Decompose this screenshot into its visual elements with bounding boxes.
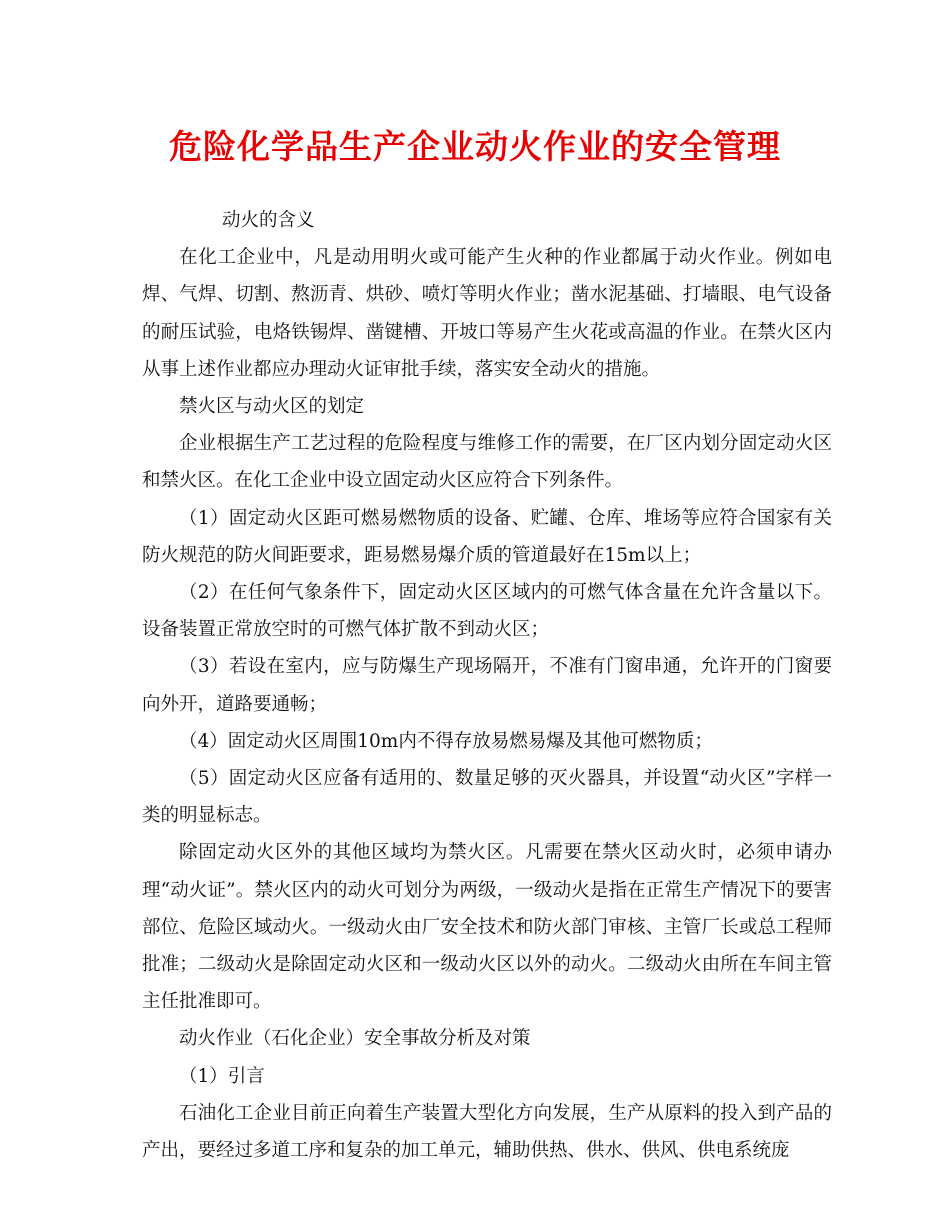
section-heading-definition: 动火的含义 [222,210,315,231]
paragraph-definition: 在化工企业中，凡是动用明火或可能产生火种的作业都属于动火作业。例如电焊、气焊、切割、熬沥青、烘砂、喷灯等明火作业；凿水泥基础、打墙眼、电气设备的耐压试验，电烙铁锡焊、凿键槽、开坡口等易产生火花或高温的作业。在禁火区内从事上述作业都应办理动火证审批手续，落实安全动火的措施。 [142,247,832,380]
document-body [142,202,832,1169]
list-item-5: （5）固定动火区应备有适用的、数量足够的灭火器具，并设置“动火区”字样一类的明显标志。 [142,768,832,827]
paragraph-zones: 企业根据生产工艺过程的危险程度与维修工作的需要，在厂区内划分固定动火区和禁火区。在化工企业中设立固定动火区应符合下列条件。 [142,433,832,492]
list-item-1: （1）固定动火区距可燃易燃物质的设备、贮罐、仓库、堆场等应符合国家有关防火规范的防火间距要求，距易燃易爆介质的管道最好在15m以上； [142,507,832,566]
paragraph-fire-zone-levels: 除固定动火区外的其他区域均为禁火区。凡需要在禁火区动火时，必须申请办理“动火证”。禁火区内的动火可划分为两级，一级动火是指在正常生产情况下的要害部位、危险区域动火。一级动火由厂安全技术和防火部门审核、主管厂长或总工程师批准；二级动火是除固定动火区和一级动火区以外的动火。二级动火由所在车间主管主任批准即可。 [142,842,832,1013]
subsection-heading-introduction: （1）引言 [179,1065,265,1087]
section-heading-accident-analysis: 动火作业（石化企业）安全事故分析及对策 [179,1028,531,1050]
document-title: 危险化学品生产企业动火作业的安全管理 [169,127,781,166]
paragraph-introduction: 石油化工企业目前正向着生产装置大型化方向发展，生产从原料的投入到产品的产出，要经过多道工序和复杂的加工单元，辅助供热、供水、供风、供电系统庞 [142,1102,832,1162]
list-item-2: （2）在任何气象条件下，固定动火区区域内的可燃气体含量在允许含量以下。设备装置正常放空时的可燃气体扩散不到动火区； [142,582,832,641]
section-heading-zones: 禁火区与动火区的划定 [179,396,365,418]
list-item-4: （4）固定动火区周围10m内不得存放易燃易爆及其他可燃物质； [179,730,713,752]
list-item-3: （3）若设在室内，应与防爆生产现场隔开，不准有门窗串通，允许开的门窗要向外开，道路要通畅； [142,656,832,715]
